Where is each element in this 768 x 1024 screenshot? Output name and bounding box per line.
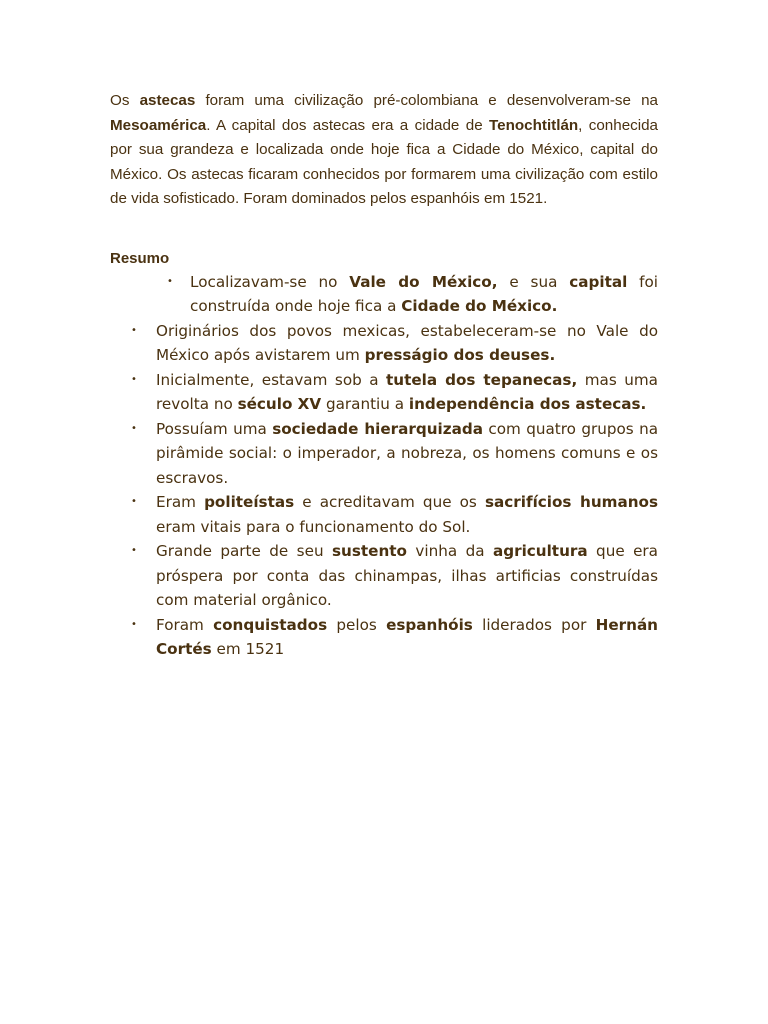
summary-list: [110, 270, 658, 662]
bold-text: Vale do México,: [349, 272, 498, 291]
bold-text: sociedade hierarquizada: [272, 419, 483, 438]
bold-text: Tenochtitlán: [489, 116, 579, 134]
summary-item: [110, 319, 658, 368]
summary-item: [110, 490, 658, 539]
text-run: com quatro grupos na pirâmide social: o imperador, a nobreza, os homens comuns e os escravos.: [156, 419, 658, 487]
text-run: Possuíam uma: [156, 419, 273, 438]
text-run: Grande parte de seu: [156, 542, 332, 560]
text-run: liderados por: [472, 615, 596, 634]
bold-text: Mesoamérica: [110, 116, 207, 134]
text-run: e sua: [497, 272, 570, 291]
text-run: pelos: [327, 615, 387, 634]
bold-text: Cidade do México.: [401, 297, 558, 315]
bold-text: tutela dos tepanecas,: [386, 370, 578, 389]
bold-text: Hernán Cortés: [156, 615, 658, 658]
text-run: que era próspera por conta das chinampas, ilhas artificias construídas com material orgânico.: [156, 542, 658, 609]
bold-text: agricultura: [492, 542, 588, 560]
text-run: foi construída onde hoje fica a: [190, 272, 658, 315]
text-run: foram uma civilização pré-colombiana e desenvolveram-se na: [195, 92, 658, 109]
text-run: e acreditavam que os: [294, 493, 485, 511]
bold-text: presságio dos deuses.: [364, 346, 556, 364]
summary-item: [110, 270, 658, 319]
bold-text: espanhóis: [386, 615, 473, 634]
bold-text: capital: [569, 272, 628, 291]
summary-item: [110, 613, 658, 662]
text-run: Os: [110, 92, 140, 109]
text-run: Foram: [156, 615, 214, 634]
bold-text: século XV: [237, 395, 322, 413]
text-run: Eram: [156, 493, 205, 511]
text-run: em 1521: [211, 640, 285, 658]
summary-heading: Resumo: [110, 249, 170, 267]
bold-text: sustento: [332, 542, 407, 560]
text-run: Inicialmente, estavam sob a: [156, 370, 387, 389]
text-run: , conhecida por sua grandeza e localizada onde hoje fica a Cidade do México, capital do México. Os astecas ficaram conhecidos por formarem uma civilização com estilo de vida sofisticado. Foram dominados pelos espanhóis em 1521.: [110, 116, 659, 207]
intro-paragraph: [110, 89, 658, 212]
summary-item: [110, 417, 658, 491]
bold-text: independência dos astecas.: [408, 395, 647, 413]
text-run: eram vitais para o funcionamento do Sol.: [156, 517, 471, 536]
bold-text: conquistados: [213, 615, 328, 634]
text-run: Localizavam-se no: [190, 272, 350, 291]
text-run: garantiu a: [321, 395, 409, 413]
bold-text: sacrifícios humanos: [484, 493, 659, 511]
text-run: . A capital dos astecas era a cidade de: [206, 116, 490, 134]
text-run: Originários dos povos mexicas, estabeleceram-se no Vale do México após avistarem um: [156, 321, 658, 364]
summary-item: [110, 539, 658, 613]
bold-text: astecas: [139, 92, 196, 109]
document-page: [110, 89, 658, 662]
bold-text: politeístas: [204, 493, 295, 511]
text-run: vinha da: [406, 542, 493, 560]
summary-item: [110, 368, 658, 417]
text-run: mas uma revolta no: [156, 370, 658, 413]
